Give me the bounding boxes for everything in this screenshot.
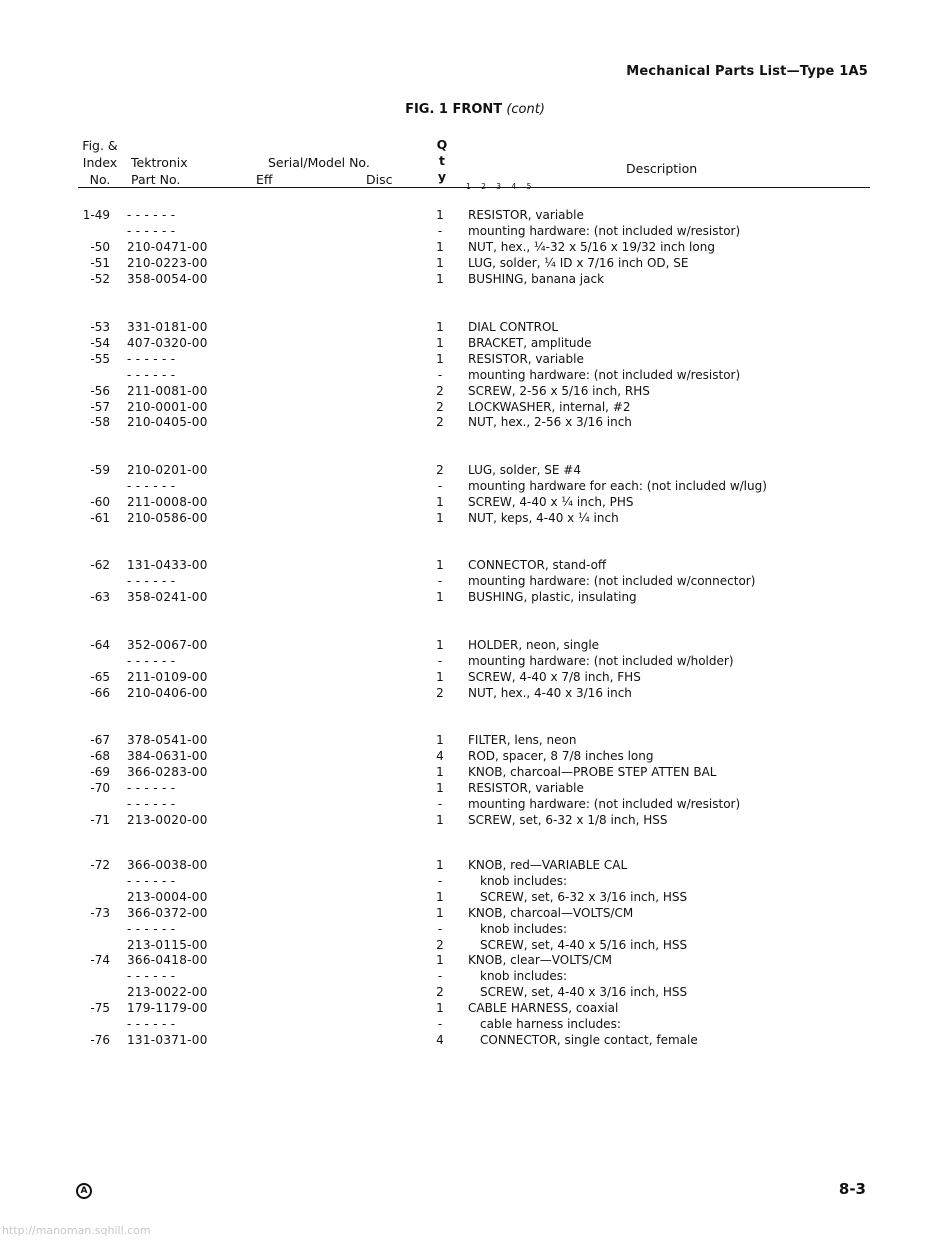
row-part-no: 366-0283-00	[127, 764, 208, 779]
row-index-no: -75	[90, 1001, 110, 1016]
row-description: mounting hardware for each: (not included w/lug)	[468, 478, 767, 493]
row-qty: 1	[436, 494, 444, 509]
row-qty: 4	[436, 748, 444, 763]
source-url: http://manoman.sqhill.com	[2, 1224, 151, 1237]
row-part-no: - - - - - -	[127, 1017, 176, 1031]
row-part-no: 358-0241-00	[127, 589, 208, 604]
row-part-no: 213-0004-00	[127, 889, 208, 904]
row-description: LUG, solder, ¼ ID x 7/16 inch OD, SE	[468, 255, 689, 270]
row-index-no: -67	[90, 733, 110, 747]
row-qty: 1	[436, 669, 444, 684]
row-description: BUSHING, banana jack	[468, 271, 605, 286]
row-description: KNOB, clear—VOLTS/CM	[468, 953, 612, 968]
row-qty: 1	[436, 780, 444, 795]
row-description: NUT, hex., ¼-32 x 5/16 x 19/32 inch long	[468, 239, 715, 254]
row-qty: -	[437, 653, 443, 668]
col-header-description: Description	[626, 161, 698, 176]
row-index-no: -68	[90, 748, 110, 763]
row-description: SCREW, 4-40 x 7/8 inch, FHS	[468, 669, 641, 684]
row-qty: 1	[436, 905, 444, 920]
row-description: KNOB, charcoal—VOLTS/CM	[468, 905, 634, 920]
row-description: SCREW, set, 6-32 x 1/8 inch, HSS	[468, 812, 668, 827]
row-part-no: 210-0201-00	[127, 463, 208, 477]
row-qty: 2	[436, 399, 444, 414]
page-number: 8-3	[838, 1180, 866, 1198]
figure-title-cont: (cont)	[506, 102, 545, 117]
row-qty: 1	[436, 858, 444, 872]
row-description: NUT, hex., 2-56 x 3/16 inch	[468, 415, 632, 430]
row-part-no: - - - - - -	[127, 573, 176, 588]
row-part-no: 213-0115-00	[127, 937, 208, 952]
row-description: LUG, solder, SE #4	[468, 463, 581, 477]
row-part-no: 211-0081-00	[127, 383, 208, 398]
row-description: cable harness includes:	[480, 1017, 621, 1031]
row-part-no: 407-0320-00	[127, 335, 208, 350]
row-index-no: -71	[90, 812, 110, 827]
header-rule	[78, 187, 870, 188]
row-part-no: - - - - - -	[127, 873, 176, 888]
row-qty: 2	[436, 937, 444, 952]
row-qty: 2	[436, 985, 444, 1000]
row-qty: 2	[436, 685, 444, 700]
row-index-no: -73	[90, 905, 110, 920]
row-part-no: 210-0223-00	[127, 255, 208, 270]
row-qty: 1	[436, 764, 444, 779]
row-description: RESISTOR, variable	[468, 351, 584, 366]
row-part-no: 210-0001-00	[127, 399, 208, 414]
row-description: BUSHING, plastic, insulating	[468, 589, 637, 604]
row-part-no: - - - - - -	[127, 351, 176, 366]
row-qty: 1	[436, 889, 444, 904]
figure-title-main: FIG. 1 FRONT	[405, 102, 503, 117]
row-index-no: -57	[90, 399, 110, 414]
row-part-no: - - - - - -	[127, 796, 176, 811]
row-description: mounting hardware: (not included w/resistor)	[468, 367, 741, 382]
row-index-no: -56	[90, 383, 110, 398]
row-part-no: 358-0054-00	[127, 271, 208, 286]
row-part-no: 331-0181-00	[127, 320, 208, 334]
row-part-no: 210-0471-00	[127, 239, 208, 254]
row-part-no: 179-1179-00	[127, 1001, 208, 1016]
row-index-no: -64	[90, 638, 110, 652]
row-part-no: - - - - - -	[127, 367, 176, 382]
row-description: SCREW, set, 4-40 x 5/16 inch, HSS	[480, 937, 688, 952]
page-header-title: Mechanical Parts List—Type 1A5	[626, 64, 868, 79]
row-index-no: -65	[90, 669, 110, 684]
row-qty: 1	[436, 255, 444, 270]
row-part-no: - - - - - -	[127, 223, 176, 238]
row-part-no: - - - - - -	[127, 969, 176, 984]
row-index-no: -58	[90, 415, 110, 430]
row-index-no: -72	[90, 858, 110, 872]
row-part-no: 211-0008-00	[127, 494, 208, 509]
row-qty: 1	[436, 953, 444, 968]
row-part-no: 378-0541-00	[127, 733, 208, 747]
row-index-no: -66	[90, 685, 110, 700]
row-qty: 2	[436, 463, 444, 477]
row-qty: -	[437, 478, 443, 493]
row-qty: 4	[436, 1032, 444, 1047]
row-index-no: -52	[90, 271, 110, 286]
row-qty: 1	[436, 589, 444, 604]
row-description: CABLE HARNESS, coaxial	[468, 1001, 619, 1016]
row-description: CONNECTOR, stand-off	[468, 558, 607, 572]
row-part-no: 210-0406-00	[127, 685, 208, 700]
row-description: KNOB, red—VARIABLE CAL	[468, 858, 628, 872]
row-qty: 1	[436, 208, 444, 222]
row-index-no: -60	[90, 494, 110, 509]
row-qty: 1	[436, 638, 444, 652]
row-index-no: -70	[90, 780, 110, 795]
row-index-no: -50	[90, 239, 110, 254]
row-qty: 1	[436, 733, 444, 747]
row-description: SCREW, 4-40 x ¼ inch, PHS	[468, 494, 634, 509]
row-description: NUT, keps, 4-40 x ¼ inch	[468, 510, 619, 525]
row-description: DIAL CONTROL	[468, 320, 559, 334]
row-description: NUT, hex., 4-40 x 3/16 inch	[468, 685, 632, 700]
row-qty: -	[437, 223, 443, 238]
row-description: SCREW, 2-56 x 5/16 inch, RHS	[468, 383, 650, 398]
row-index-no: -69	[90, 764, 110, 779]
row-description: SCREW, set, 4-40 x 3/16 inch, HSS	[480, 985, 688, 1000]
row-qty: -	[437, 921, 443, 936]
row-part-no: 131-0371-00	[127, 1032, 208, 1047]
row-part-no: 366-0418-00	[127, 953, 208, 968]
row-index-no: 1-49	[82, 208, 110, 222]
row-description: ROD, spacer, 8 7/8 inches long	[468, 748, 654, 763]
col-header-eff: Eff	[256, 172, 273, 187]
tektronix-logo-icon: A	[76, 1183, 92, 1199]
row-part-no: - - - - - -	[127, 653, 176, 668]
row-index-no: -54	[90, 335, 110, 350]
row-index-no: -55	[90, 351, 110, 366]
row-part-no: 210-0586-00	[127, 510, 208, 525]
row-qty: 1	[436, 510, 444, 525]
row-description: mounting hardware: (not included w/resistor)	[468, 223, 741, 238]
row-qty: 1	[436, 239, 444, 254]
row-qty: 1	[436, 812, 444, 827]
row-part-no: 213-0022-00	[127, 985, 208, 1000]
row-part-no: 366-0372-00	[127, 905, 208, 920]
row-description: knob includes:	[480, 873, 568, 888]
row-index-no: -74	[90, 953, 110, 968]
row-description: mounting hardware: (not included w/resistor)	[468, 796, 741, 811]
row-index-no: -76	[90, 1032, 110, 1047]
row-index-no: -63	[90, 589, 110, 604]
figure-title	[0, 102, 950, 117]
row-part-no: 210-0405-00	[127, 415, 208, 430]
row-qty: -	[437, 1017, 443, 1031]
col-header-qty: Q t y	[436, 137, 448, 184]
row-description: KNOB, charcoal—PROBE STEP ATTEN BAL	[468, 764, 717, 779]
row-part-no: - - - - - -	[127, 208, 176, 222]
row-qty: 1	[436, 351, 444, 366]
row-description: mounting hardware: (not included w/connector)	[468, 573, 756, 588]
row-index-no: -53	[90, 320, 110, 334]
row-description: LOCKWASHER, internal, #2	[468, 399, 631, 414]
row-part-no: - - - - - -	[127, 780, 176, 795]
row-part-no: 384-0631-00	[127, 748, 208, 763]
row-description: SCREW, set, 6-32 x 3/16 inch, HSS	[480, 889, 688, 904]
row-qty: -	[437, 969, 443, 984]
row-part-no: - - - - - -	[127, 478, 176, 493]
row-qty: 1	[436, 1001, 444, 1016]
row-qty: -	[437, 796, 443, 811]
col-header-serial-model: Serial/Model No.	[268, 155, 370, 170]
row-qty: 1	[436, 558, 444, 572]
row-description: FILTER, lens, neon	[468, 733, 577, 747]
row-description: HOLDER, neon, single	[468, 638, 600, 652]
row-qty: 1	[436, 271, 444, 286]
row-description: RESISTOR, variable	[468, 208, 584, 222]
col-header-fig-index: Fig. & Index No.	[82, 138, 118, 187]
row-description: knob includes:	[480, 921, 568, 936]
row-part-no: 366-0038-00	[127, 858, 208, 872]
row-description: BRACKET, amplitude	[468, 335, 592, 350]
row-description: mounting hardware: (not included w/holder)	[468, 653, 734, 668]
col-header-part-no: Tektronix Part No.	[131, 155, 188, 187]
row-qty: 1	[436, 335, 444, 350]
row-part-no: 213-0020-00	[127, 812, 208, 827]
row-qty: -	[437, 873, 443, 888]
row-index-no: -59	[90, 463, 110, 477]
row-qty: 1	[436, 320, 444, 334]
row-qty: 2	[436, 415, 444, 430]
row-qty: -	[437, 573, 443, 588]
row-part-no: 352-0067-00	[127, 638, 208, 652]
row-description: CONNECTOR, single contact, female	[480, 1032, 698, 1047]
row-description: knob includes:	[480, 969, 568, 984]
row-qty: 2	[436, 383, 444, 398]
row-index-no: -51	[90, 255, 110, 270]
row-part-no: 211-0109-00	[127, 669, 208, 684]
row-index-no: -62	[90, 558, 110, 572]
col-header-disc: Disc	[366, 172, 393, 187]
row-qty: -	[437, 367, 443, 382]
row-part-no: - - - - - -	[127, 921, 176, 936]
row-description: RESISTOR, variable	[468, 780, 584, 795]
row-part-no: 131-0433-00	[127, 558, 208, 572]
row-index-no: -61	[90, 510, 110, 525]
